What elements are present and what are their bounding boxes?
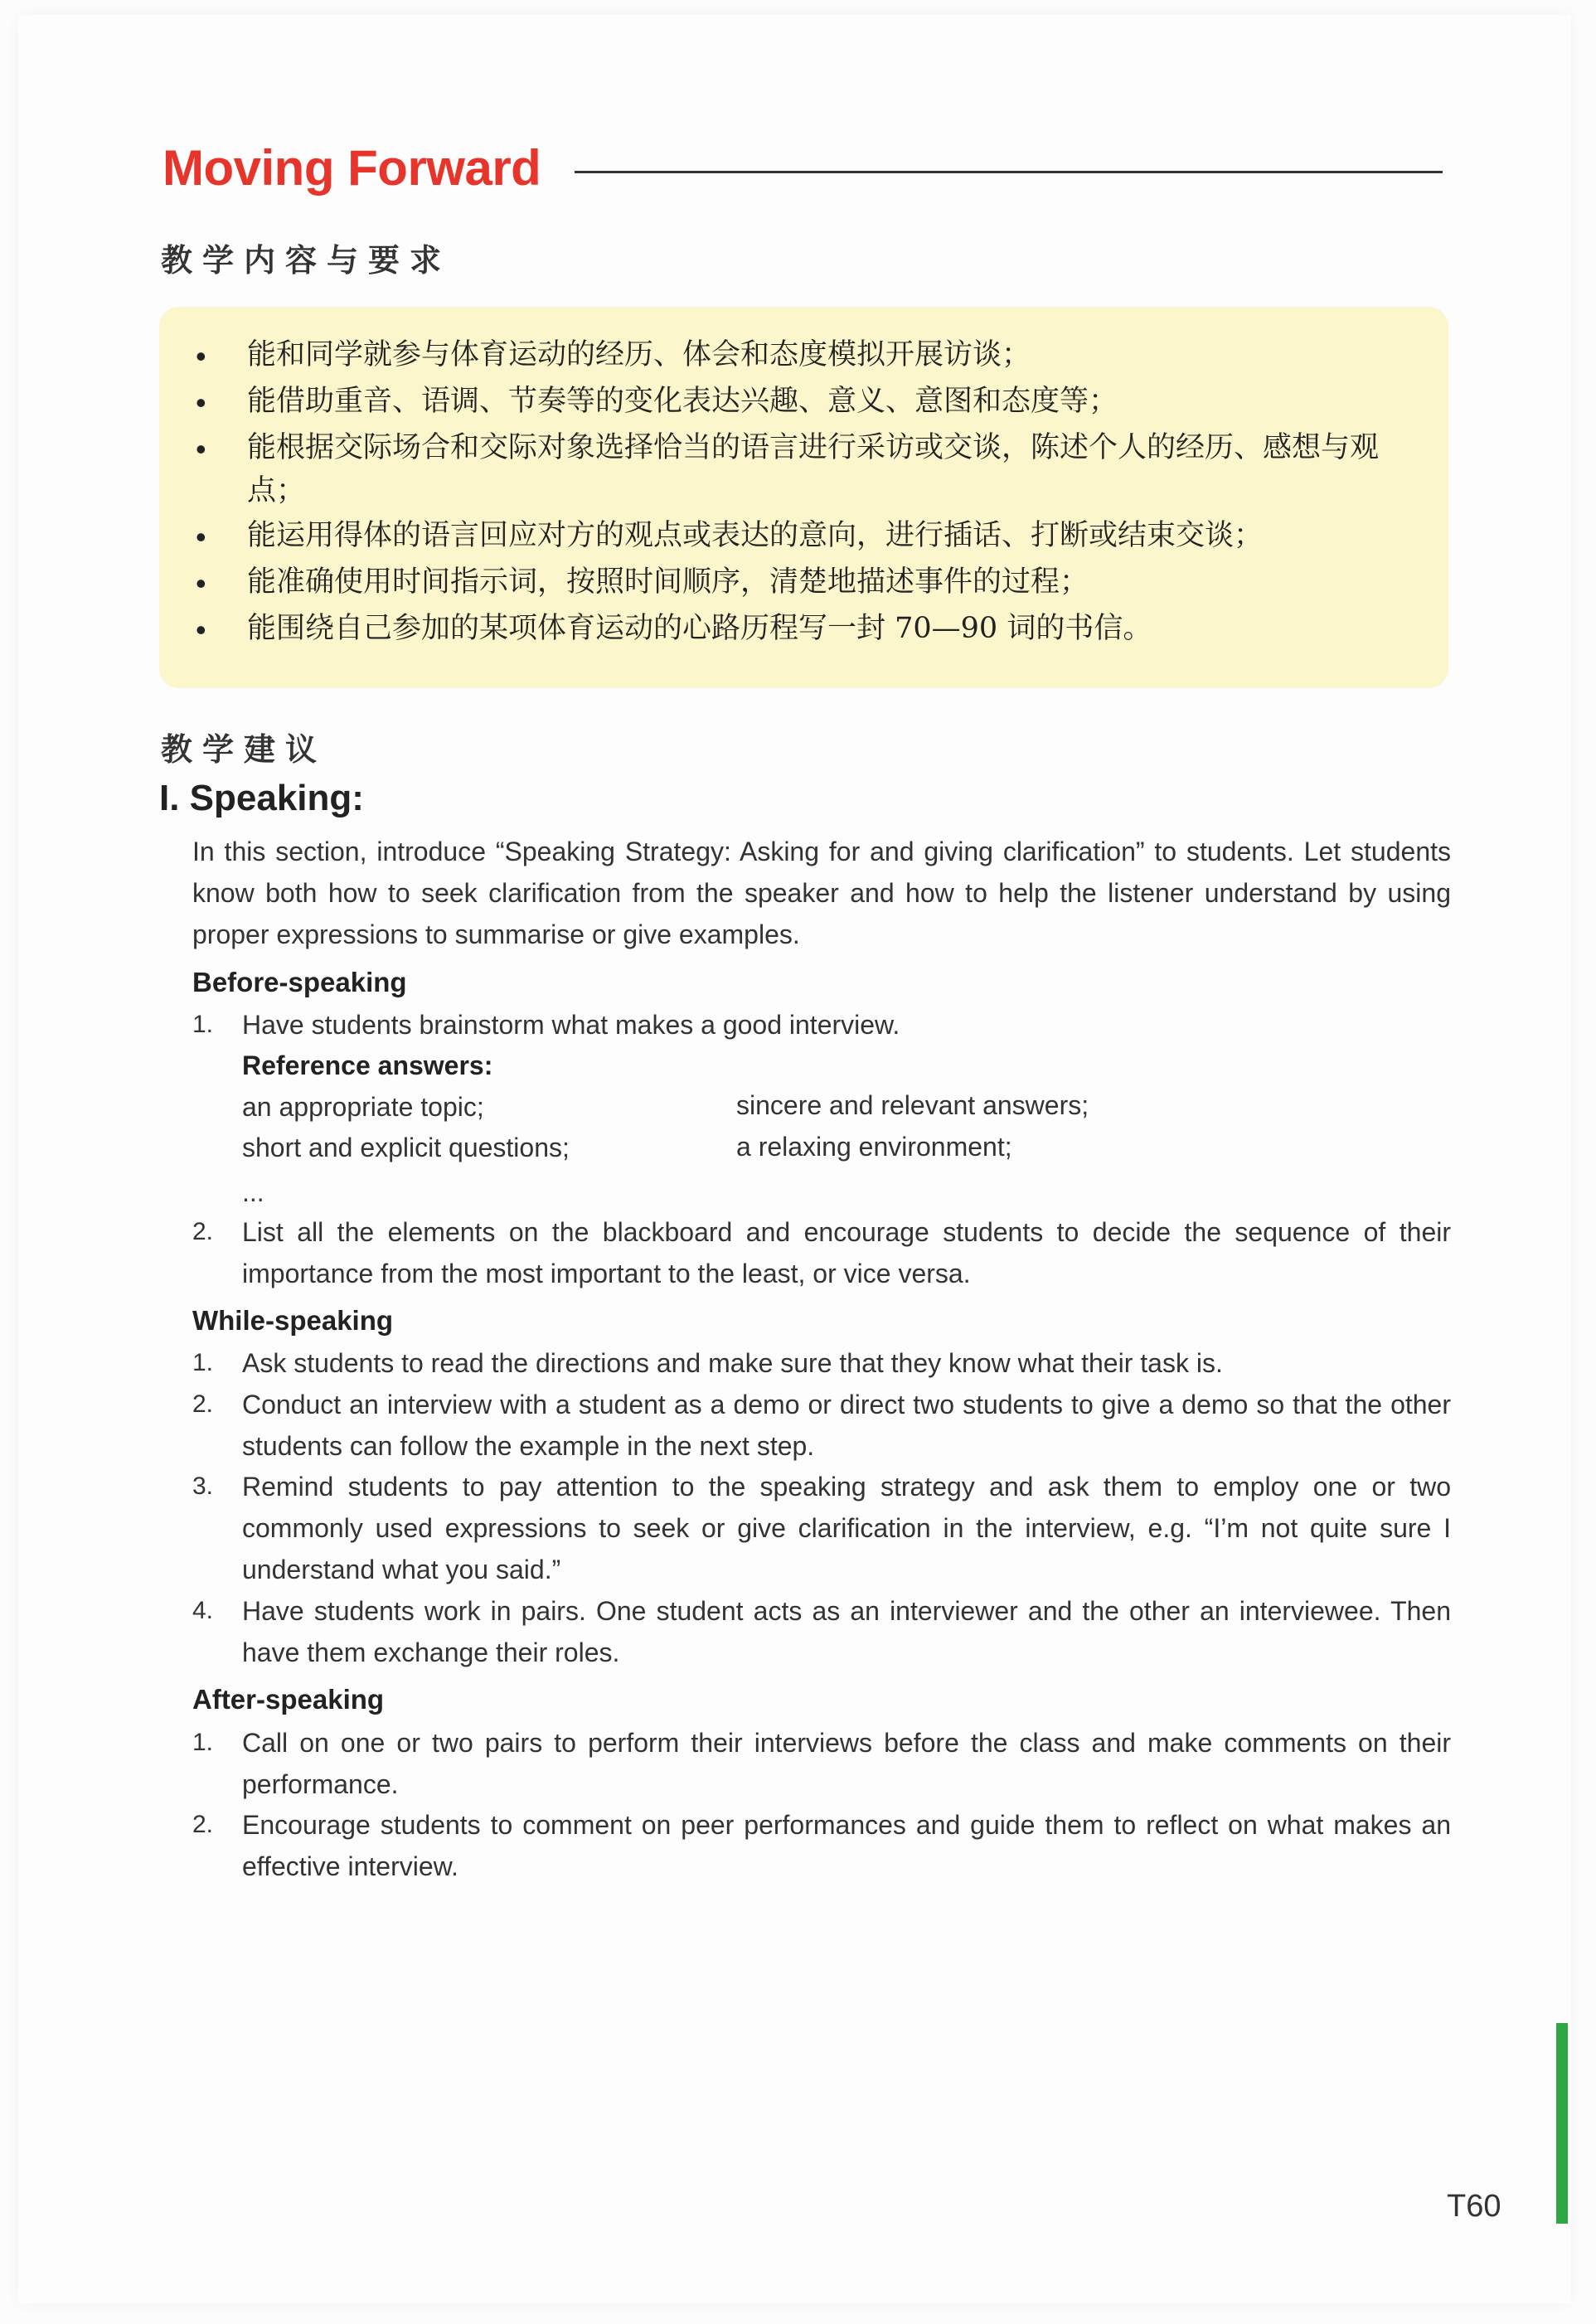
bullet-icon: • — [196, 520, 206, 554]
page-number: T60 — [1447, 2189, 1501, 2224]
bullet-icon: • — [196, 386, 206, 420]
after-item: Encourage students to comment on peer performances and guide them to reflect on what makes an effective interview. — [242, 1810, 1451, 1881]
bullet-icon: • — [196, 613, 206, 647]
requirement-text: 能围绕自己参加的某项体育运动的心路历程写一封 70—90 词的书信。 — [247, 612, 1152, 645]
item-number: 1. — [192, 1011, 214, 1038]
while-speaking-label: While-speaking — [192, 1305, 394, 1336]
requirement-text: 能借助重音、语调、节奏等的变化表达兴趣、意义、意图和态度等； — [247, 385, 1118, 418]
requirement-text: 能和同学就参与体育运动的经历、体会和态度模拟开展访谈； — [247, 338, 1031, 371]
requirement-text: 能准确使用时间指示词，按照时间顺序，清楚地描述事件的过程； — [247, 565, 1089, 599]
item-number: 1. — [192, 1349, 214, 1376]
while-item: Remind students to pay attention to the speaking strategy and ask them to employ one or two commonly used expressions to seek or give clarification in the interview, e.g. “I’m not quite sure I understand what you said.” — [242, 1472, 1451, 1584]
speaking-title: I. Speaking: — [159, 778, 364, 818]
before-item: Have students brainstorm what makes a good interview. — [242, 1010, 900, 1040]
reference-answers-label: Reference answers: — [242, 1050, 493, 1080]
requirements-box — [159, 307, 1448, 688]
item-number: 2. — [192, 1218, 214, 1245]
item-number: 2. — [192, 1811, 214, 1838]
reference-answer: short and explicit questions; — [242, 1133, 570, 1162]
while-item: Conduct an interview with a student as a demo or direct two students to give a demo so that the other students can follow the example in the next step. — [242, 1390, 1451, 1461]
reference-answer: sincere and relevant answers; — [736, 1090, 1089, 1120]
bullet-icon: • — [196, 339, 206, 373]
before-item: List all the elements on the blackboard and encourage students to decide the sequence of their importance from the most important to the least, or vice versa. — [242, 1217, 1451, 1288]
title-rule — [575, 171, 1443, 173]
item-number: 4. — [192, 1597, 214, 1624]
section-title: Moving Forward — [163, 140, 541, 196]
ellipsis: ... — [242, 1177, 264, 1207]
after-speaking-label: After-speaking — [192, 1684, 385, 1715]
after-item: Call on one or two pairs to perform their interviews before the class and make comments on their performance. — [242, 1728, 1451, 1799]
item-number: 2. — [192, 1390, 214, 1418]
item-number: 3. — [192, 1473, 214, 1500]
before-speaking-label: Before-speaking — [192, 967, 407, 997]
bullet-icon: • — [196, 566, 206, 600]
content-heading: 教学内容与要求 — [161, 242, 452, 279]
speaking-intro: In this section, introduce “Speaking Strategy: Asking for and giving clarification” to students. Let students know both how to seek clarification from the speaker and how to help the listener understand by using proper expressions to summarise or give examples. — [192, 837, 1451, 949]
requirement-text: 能运用得体的语言回应对方的观点或表达的意向，进行插话、打断或结束交谈； — [247, 519, 1264, 552]
bullet-icon: • — [196, 432, 206, 466]
while-item: Ask students to read the directions and make sure that they know what their task is. — [242, 1348, 1223, 1378]
requirement-text: 能根据交际场合和交际对象选择恰当的语言进行采访或交谈，陈述个人的经历、感想与观点； — [247, 431, 1380, 507]
reference-answer: a relaxing environment; — [736, 1132, 1012, 1162]
reference-answer: an appropriate topic; — [242, 1092, 484, 1122]
suggestions-heading: 教学建议 — [161, 731, 327, 768]
item-number: 1. — [192, 1729, 214, 1756]
while-item: Have students work in pairs. One student acts as an interviewer and the other an interviewee. Then have them exchange their roles. — [242, 1596, 1451, 1667]
accent-bar — [1556, 2023, 1568, 2224]
